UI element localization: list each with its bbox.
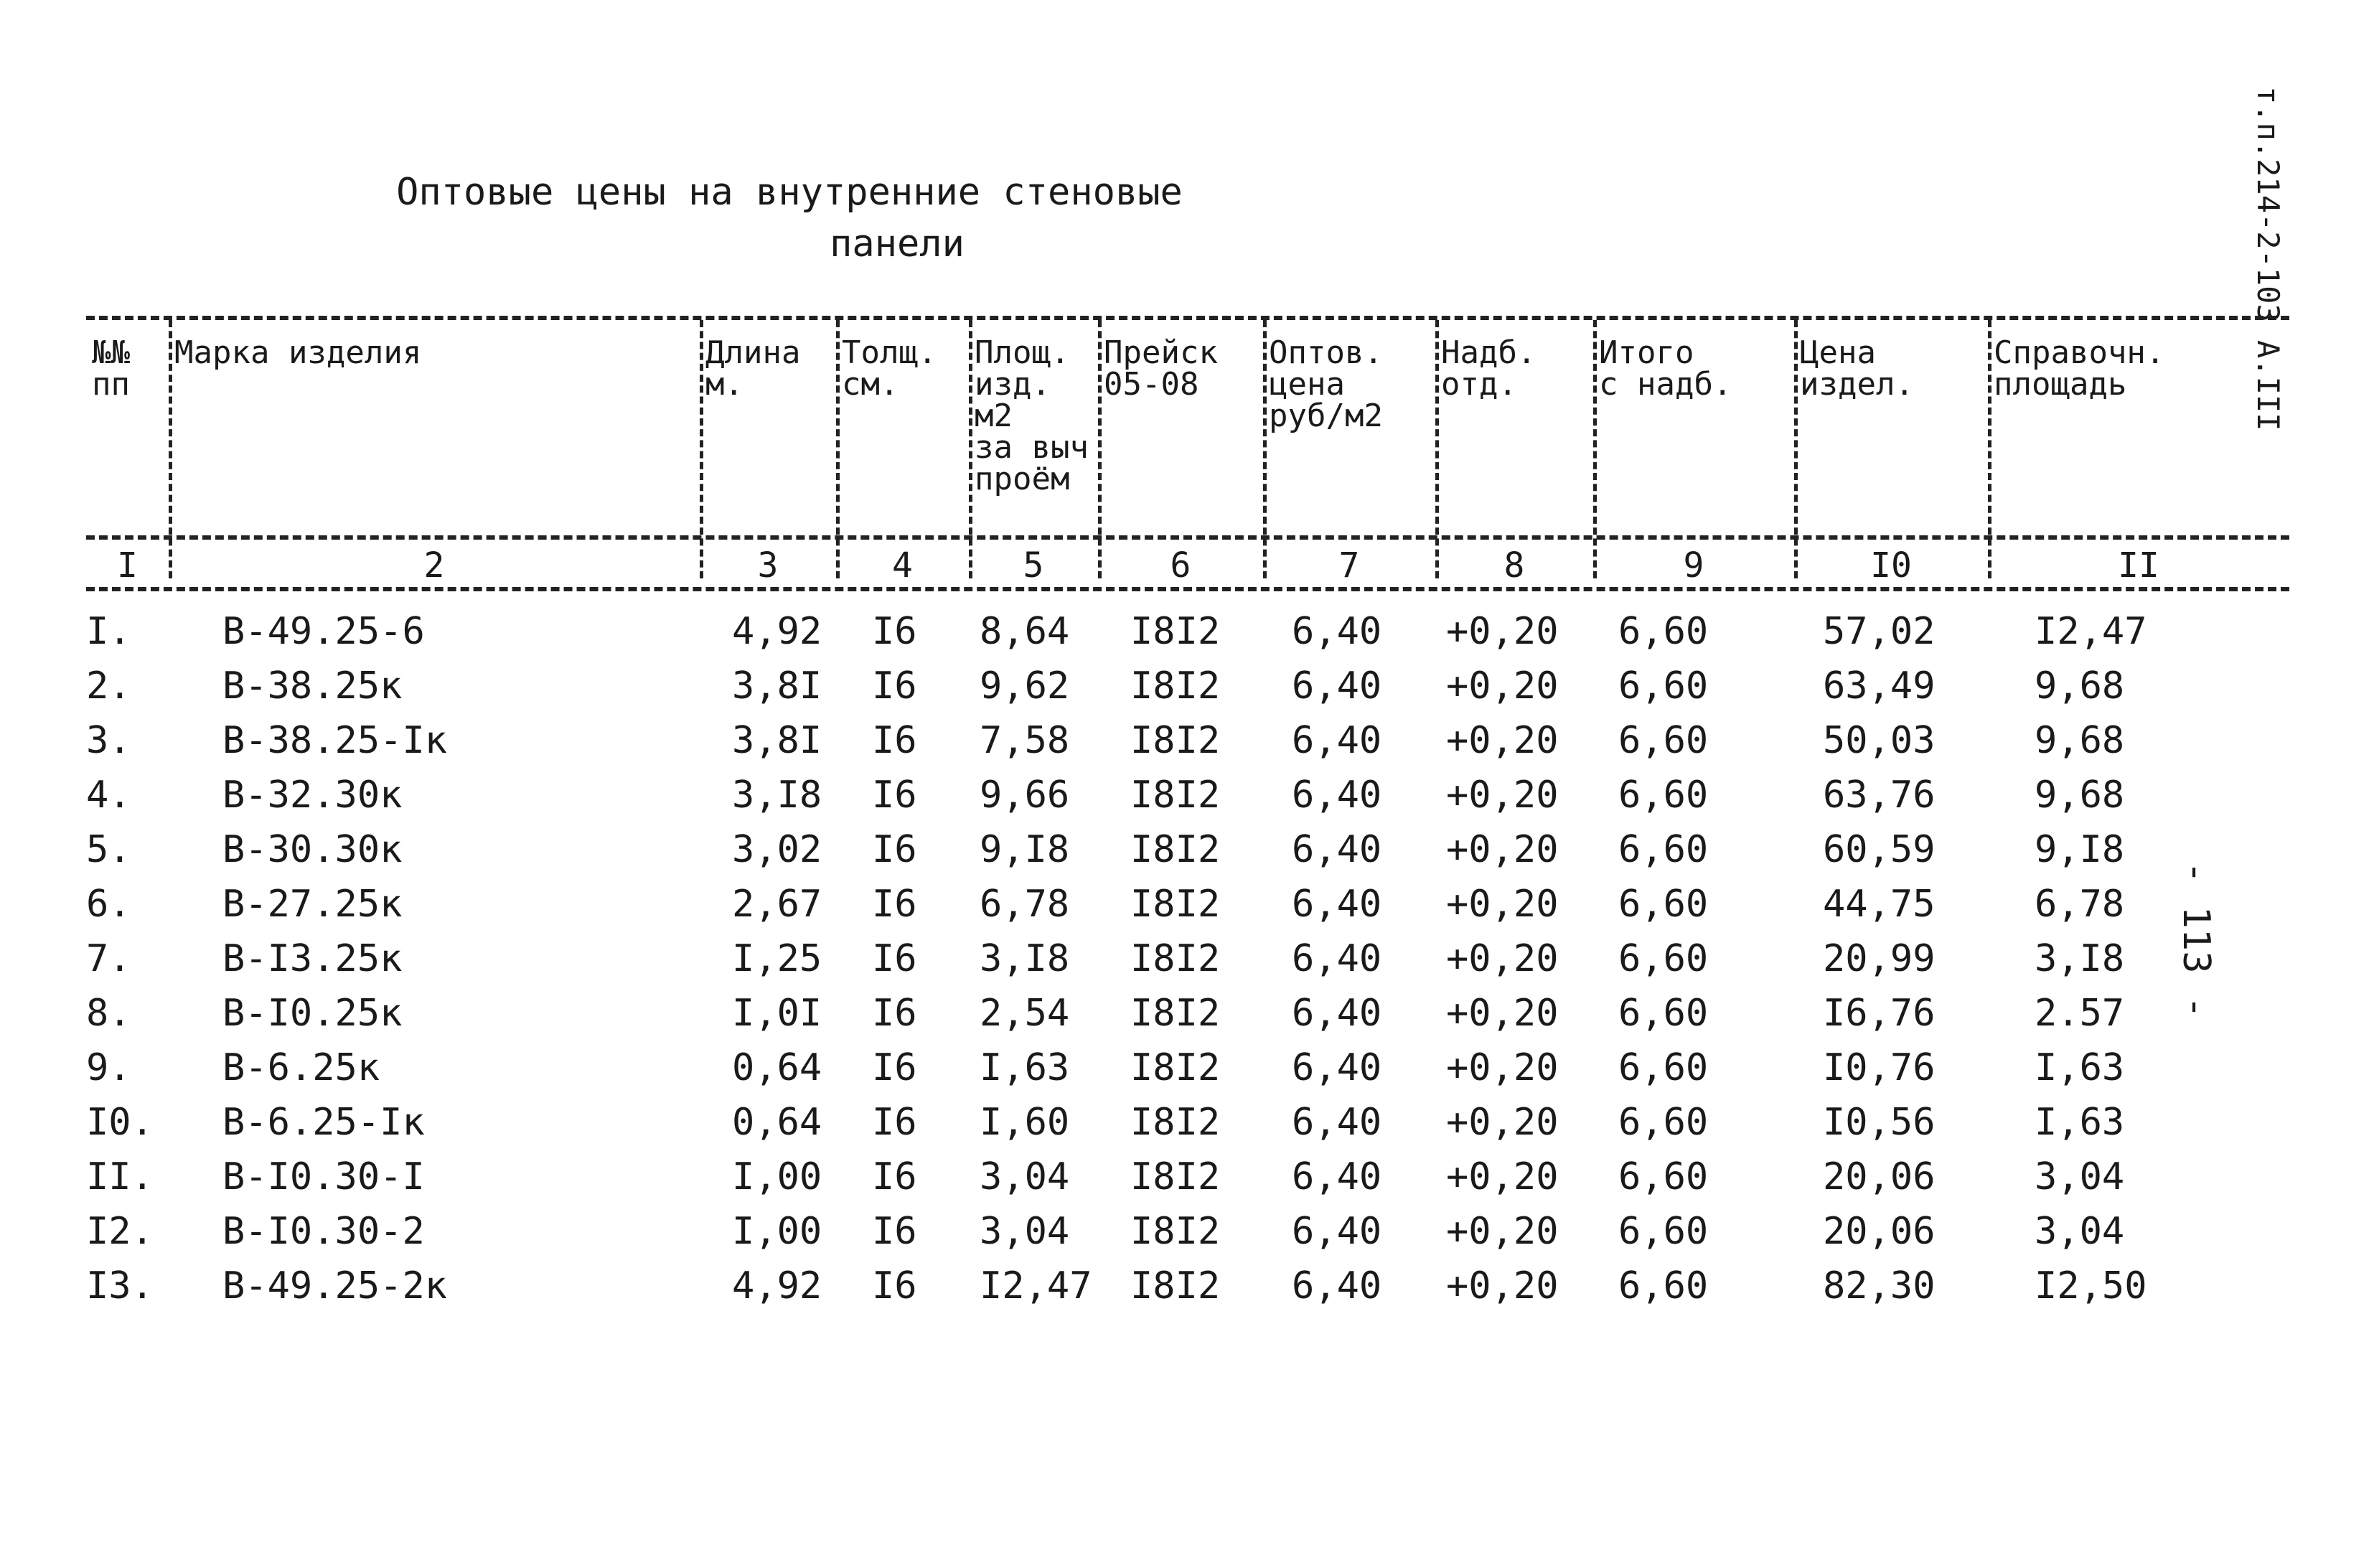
header-mark: Марка изделия xyxy=(174,334,422,371)
cell-thickness: I6 xyxy=(872,828,917,871)
cell-ref-area: 3,I8 xyxy=(2035,937,2125,980)
title-line-1: Оптовые цены на внутренние стеновые xyxy=(396,171,1183,214)
cell-mark: В-30.30к xyxy=(222,828,403,871)
cell-wholesale: 6,40 xyxy=(1292,1264,1382,1308)
cell-surcharge: +0,20 xyxy=(1446,1210,1559,1253)
cell-ref-area: 6,78 xyxy=(2035,883,2125,926)
column-number-area: 5 xyxy=(1023,545,1044,586)
table-row xyxy=(86,986,2289,1041)
cell-total: 6,60 xyxy=(1618,992,1709,1035)
cell-length: 3,I8 xyxy=(732,774,822,817)
cell-wholesale: 6,40 xyxy=(1292,610,1382,653)
cell-thickness: I6 xyxy=(872,883,917,926)
cell-ref-area: 3,04 xyxy=(2035,1155,2125,1198)
cell-mark: В-27.25к xyxy=(222,883,403,926)
cell-thickness: I6 xyxy=(872,1210,917,1253)
cell-length: 2,67 xyxy=(732,883,822,926)
cell-ref-area: 9,I8 xyxy=(2035,828,2125,871)
column-number-row xyxy=(86,535,2289,591)
cell-wholesale: 6,40 xyxy=(1292,1210,1382,1253)
cell-mark: В-49.25-6 xyxy=(222,610,425,653)
cell-price: 63,49 xyxy=(1823,665,1936,708)
cell-length: I,00 xyxy=(732,1155,822,1198)
cell-mark: В-I0.30-I xyxy=(222,1155,425,1198)
cell-total: 6,60 xyxy=(1618,1046,1709,1089)
cell-num: 6. xyxy=(86,883,131,926)
cell-mark: В-I3.25к xyxy=(222,937,403,980)
cell-ref-area: I,63 xyxy=(2035,1046,2125,1089)
cell-area: 9,62 xyxy=(980,665,1070,708)
cell-pricelist: I8I2 xyxy=(1130,1101,1221,1144)
table-row xyxy=(86,1095,2289,1150)
header-num: №№ пп xyxy=(92,334,130,403)
cell-pricelist: I8I2 xyxy=(1130,828,1221,871)
cell-num: 5. xyxy=(86,828,131,871)
header-wholesale: Оптов. цена руб/м2 xyxy=(1269,334,1383,434)
column-number-wholesale: 7 xyxy=(1338,545,1360,586)
cell-mark: В-38.25-Iк xyxy=(222,719,448,762)
cell-thickness: I6 xyxy=(872,1046,917,1089)
cell-pricelist: I8I2 xyxy=(1130,774,1221,817)
title-line-2: панели xyxy=(830,222,965,266)
cell-length: I,25 xyxy=(732,937,822,980)
cell-num: 8. xyxy=(86,992,131,1035)
cell-pricelist: I8I2 xyxy=(1130,1264,1221,1308)
cell-num: 4. xyxy=(86,774,131,817)
cell-surcharge: +0,20 xyxy=(1446,1046,1559,1089)
cell-wholesale: 6,40 xyxy=(1292,937,1382,980)
cell-price: 20,06 xyxy=(1823,1155,1936,1198)
cell-total: 6,60 xyxy=(1618,610,1709,653)
cell-num: 7. xyxy=(86,937,131,980)
cell-total: 6,60 xyxy=(1618,828,1709,871)
cell-pricelist: I8I2 xyxy=(1130,1210,1221,1253)
header-surcharge: Надб. отд. xyxy=(1441,334,1536,403)
cell-num: I2. xyxy=(86,1210,154,1253)
cell-surcharge: +0,20 xyxy=(1446,719,1559,762)
column-number-pricelist: 6 xyxy=(1170,545,1191,586)
table-header xyxy=(86,316,2289,535)
cell-thickness: I6 xyxy=(872,719,917,762)
cell-surcharge: +0,20 xyxy=(1446,1155,1559,1198)
cell-surcharge: +0,20 xyxy=(1446,937,1559,980)
cell-pricelist: I8I2 xyxy=(1130,1155,1221,1198)
cell-price: 82,30 xyxy=(1823,1264,1936,1308)
cell-total: 6,60 xyxy=(1618,665,1709,708)
cell-ref-area: 3,04 xyxy=(2035,1210,2125,1253)
cell-mark: В-49.25-2к xyxy=(222,1264,448,1308)
cell-length: 3,02 xyxy=(732,828,822,871)
cell-num: I0. xyxy=(86,1101,154,1144)
cell-total: 6,60 xyxy=(1618,719,1709,762)
cell-ref-area: I,63 xyxy=(2035,1101,2125,1144)
column-number-price: I0 xyxy=(1870,545,1912,586)
cell-num: 9. xyxy=(86,1046,131,1089)
cell-length: 4,92 xyxy=(732,1264,822,1308)
cell-length: 0,64 xyxy=(732,1046,822,1089)
cell-surcharge: +0,20 xyxy=(1446,883,1559,926)
cell-price: 20,99 xyxy=(1823,937,1936,980)
cell-price: I0,76 xyxy=(1823,1046,1936,1089)
cell-pricelist: I8I2 xyxy=(1130,665,1221,708)
cell-thickness: I6 xyxy=(872,610,917,653)
cell-area: I2,47 xyxy=(980,1264,1092,1308)
column-number-num: I xyxy=(117,545,138,586)
cell-wholesale: 6,40 xyxy=(1292,828,1382,871)
cell-num: 3. xyxy=(86,719,131,762)
header-ref-area: Справочн. площадь xyxy=(1994,334,2165,403)
cell-length: 0,64 xyxy=(732,1101,822,1144)
cell-pricelist: I8I2 xyxy=(1130,883,1221,926)
table-row xyxy=(86,604,2289,659)
cell-wholesale: 6,40 xyxy=(1292,1101,1382,1144)
cell-mark: В-I0.30-2 xyxy=(222,1210,425,1253)
cell-mark: В-I0.25к xyxy=(222,992,403,1035)
cell-ref-area: 9,68 xyxy=(2035,665,2125,708)
cell-mark: В-32.30к xyxy=(222,774,403,817)
cell-wholesale: 6,40 xyxy=(1292,665,1382,708)
cell-ref-area: 9,68 xyxy=(2035,719,2125,762)
cell-wholesale: 6,40 xyxy=(1292,1155,1382,1198)
column-number-mark: 2 xyxy=(423,545,445,586)
cell-surcharge: +0,20 xyxy=(1446,610,1559,653)
cell-surcharge: +0,20 xyxy=(1446,992,1559,1035)
cell-area: 2,54 xyxy=(980,992,1070,1035)
cell-ref-area: 2.57 xyxy=(2035,992,2125,1035)
cell-ref-area: I2,50 xyxy=(2035,1264,2147,1308)
cell-length: 4,92 xyxy=(732,610,822,653)
cell-wholesale: 6,40 xyxy=(1292,883,1382,926)
cell-thickness: I6 xyxy=(872,665,917,708)
cell-area: I,63 xyxy=(980,1046,1070,1089)
cell-total: 6,60 xyxy=(1618,1210,1709,1253)
cell-mark: В-6.25-Iк xyxy=(222,1101,425,1144)
cell-thickness: I6 xyxy=(872,992,917,1035)
cell-total: 6,60 xyxy=(1618,1101,1709,1144)
cell-pricelist: I8I2 xyxy=(1130,992,1221,1035)
cell-area: 3,I8 xyxy=(980,937,1070,980)
table-row xyxy=(86,768,2289,822)
cell-price: I0,56 xyxy=(1823,1101,1936,1144)
cell-ref-area: I2,47 xyxy=(2035,610,2147,653)
cell-price: 57,02 xyxy=(1823,610,1936,653)
cell-price: 50,03 xyxy=(1823,719,1936,762)
cell-area: 8,64 xyxy=(980,610,1070,653)
column-number-total: 9 xyxy=(1683,545,1704,586)
cell-price: 63,76 xyxy=(1823,774,1936,817)
cell-thickness: I6 xyxy=(872,937,917,980)
cell-surcharge: +0,20 xyxy=(1446,1264,1559,1308)
cell-surcharge: +0,20 xyxy=(1446,1101,1559,1144)
table-row xyxy=(86,822,2289,877)
header-length: Длина м. xyxy=(705,334,801,403)
cell-pricelist: I8I2 xyxy=(1130,937,1221,980)
table-row xyxy=(86,877,2289,931)
cell-area: 7,58 xyxy=(980,719,1070,762)
table-body xyxy=(86,591,2289,1313)
cell-length: I,00 xyxy=(732,1210,822,1253)
header-thickness: Толщ. см. xyxy=(842,334,937,403)
cell-num: 2. xyxy=(86,665,131,708)
cell-thickness: I6 xyxy=(872,1101,917,1144)
table-row xyxy=(86,1041,2289,1095)
cell-area: 3,04 xyxy=(980,1155,1070,1198)
cell-total: 6,60 xyxy=(1618,1264,1709,1308)
cell-num: I. xyxy=(86,610,131,653)
table-row xyxy=(86,713,2289,768)
cell-num: II. xyxy=(86,1155,154,1198)
cell-price: 20,06 xyxy=(1823,1210,1936,1253)
header-total: Итого с надб. xyxy=(1599,334,1732,403)
header-price: Цена издел. xyxy=(1800,334,1914,403)
page-number: - 113 - xyxy=(2174,861,2218,1019)
cell-wholesale: 6,40 xyxy=(1292,774,1382,817)
cell-thickness: I6 xyxy=(872,1264,917,1308)
header-area: Площ. изд. м2 за выч проём xyxy=(975,334,1089,497)
cell-surcharge: +0,20 xyxy=(1446,665,1559,708)
cell-area: 9,I8 xyxy=(980,828,1070,871)
header-pricelist: Прейск 05-08 xyxy=(1104,334,1218,403)
column-number-length: 3 xyxy=(757,545,779,586)
cell-area: I,60 xyxy=(980,1101,1070,1144)
price-table xyxy=(86,316,2289,1313)
cell-price: I6,76 xyxy=(1823,992,1936,1035)
cell-price: 44,75 xyxy=(1823,883,1936,926)
cell-pricelist: I8I2 xyxy=(1130,610,1221,653)
cell-pricelist: I8I2 xyxy=(1130,1046,1221,1089)
table-row xyxy=(86,1259,2289,1313)
cell-thickness: I6 xyxy=(872,1155,917,1198)
cell-length: 3,8I xyxy=(732,719,822,762)
table-row xyxy=(86,1204,2289,1259)
document-title xyxy=(0,166,1579,270)
cell-mark: В-38.25к xyxy=(222,665,403,708)
cell-wholesale: 6,40 xyxy=(1292,1046,1382,1089)
cell-total: 6,60 xyxy=(1618,774,1709,817)
cell-total: 6,60 xyxy=(1618,937,1709,980)
cell-price: 60,59 xyxy=(1823,828,1936,871)
side-code xyxy=(2214,86,2300,431)
cell-area: 3,04 xyxy=(980,1210,1070,1253)
column-number-ref-area: II xyxy=(2118,545,2159,586)
cell-total: 6,60 xyxy=(1618,883,1709,926)
cell-mark: В-6.25к xyxy=(222,1046,380,1089)
cell-ref-area: 9,68 xyxy=(2035,774,2125,817)
cell-thickness: I6 xyxy=(872,774,917,817)
table-row xyxy=(86,1150,2289,1204)
column-number-surcharge: 8 xyxy=(1503,545,1525,586)
side-code-text: т.п.214-2-103 А.III xyxy=(2251,86,2286,431)
cell-area: 9,66 xyxy=(980,774,1070,817)
cell-total: 6,60 xyxy=(1618,1155,1709,1198)
cell-wholesale: 6,40 xyxy=(1292,719,1382,762)
cell-num: I3. xyxy=(86,1264,154,1308)
cell-wholesale: 6,40 xyxy=(1292,992,1382,1035)
column-number-thickness: 4 xyxy=(892,545,913,586)
cell-pricelist: I8I2 xyxy=(1130,719,1221,762)
table-row xyxy=(86,931,2289,986)
cell-surcharge: +0,20 xyxy=(1446,828,1559,871)
cell-length: I,0I xyxy=(732,992,822,1035)
cell-area: 6,78 xyxy=(980,883,1070,926)
table-row xyxy=(86,659,2289,713)
cell-length: 3,8I xyxy=(732,665,822,708)
cell-surcharge: +0,20 xyxy=(1446,774,1559,817)
